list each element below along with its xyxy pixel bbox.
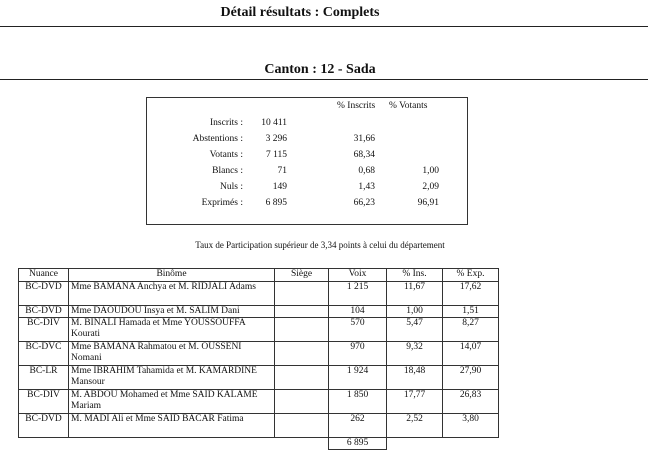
table-row <box>19 366 499 390</box>
nuance-cell: BC-DVC <box>19 342 69 366</box>
pct-exp-cell: 17,62 <box>443 282 499 306</box>
voix-cell: 1 850 <box>329 390 387 414</box>
pct-exp-cell: 14,07 <box>443 342 499 366</box>
voix-cell: 104 <box>329 306 387 318</box>
divider <box>0 26 648 27</box>
empty-cell <box>387 438 443 450</box>
binome-cell: M. MADI Ali et Mme SAÏD BACAR Fatima <box>69 414 275 438</box>
siege-cell <box>275 366 329 390</box>
siege-cell <box>275 282 329 306</box>
stats-header-pct-votants: % Votants <box>389 101 428 111</box>
siege-cell <box>275 414 329 438</box>
pct-ins-cell: 9,32 <box>387 342 443 366</box>
stats-pct-inscrits: 31,66 <box>353 134 375 144</box>
stats-pct-inscrits: 66,23 <box>353 198 375 208</box>
nuance-cell: BC-DVD <box>19 282 69 306</box>
stats-label: Nuls : <box>220 182 243 192</box>
nuance-cell: BC-DVD <box>19 306 69 318</box>
pct-ins-cell: 17,77 <box>387 390 443 414</box>
empty-cell <box>275 438 329 450</box>
pct-exp-cell: 8,27 <box>443 318 499 342</box>
binome-cell: M. ABDOU Mohamed et Mme SAID KALAME Mariam <box>69 390 275 414</box>
table-row <box>19 306 499 318</box>
voix-cell: 1 215 <box>329 282 387 306</box>
pct-ins-cell: 2,52 <box>387 414 443 438</box>
stats-label: Abstentions : <box>192 134 243 144</box>
pct-ins-cell: 1,00 <box>387 306 443 318</box>
voix-cell: 262 <box>329 414 387 438</box>
stats-header-pct-inscrits: % Inscrits <box>337 101 376 111</box>
table-row <box>19 390 499 414</box>
stats-label: Blancs : <box>212 166 243 176</box>
stats-label: Votants : <box>209 150 243 160</box>
empty-cell <box>69 438 275 450</box>
header-pct-ins: % Ins. <box>387 269 443 282</box>
header-siege: Siège <box>275 269 329 282</box>
nuance-cell: BC-DIV <box>19 318 69 342</box>
binome-cell: Mme DAOUDOU Insya et M. SALIM Dani <box>69 306 275 318</box>
nuance-cell: BC-DVD <box>19 414 69 438</box>
canton-title: Canton : 12 - Sada <box>264 62 376 77</box>
voix-cell: 570 <box>329 318 387 342</box>
nuance-cell: BC-DIV <box>19 390 69 414</box>
stats-value: 71 <box>277 166 287 176</box>
stats-value: 10 411 <box>261 118 287 128</box>
pct-exp-cell: 26,83 <box>443 390 499 414</box>
stats-label: Inscrits : <box>210 118 243 128</box>
stats-pct-inscrits: 68,34 <box>353 150 375 160</box>
stats-value: 149 <box>272 182 287 192</box>
results-table <box>18 268 499 450</box>
header-pct-exp: % Exp. <box>443 269 499 282</box>
stats-label: Exprimés : <box>201 198 243 208</box>
header-binome: Binôme <box>69 269 275 282</box>
siege-cell <box>275 390 329 414</box>
binome-cell: Mme BAMANA Rahmatou et M. OUSSENI Nomani <box>69 342 275 366</box>
stats-pct-votants: 2,09 <box>422 182 439 192</box>
header-nuance: Nuance <box>19 269 69 282</box>
results-header-row <box>19 269 499 282</box>
binome-cell: M. BINALI Hamada et Mme YOUSSOUFFA Kourati <box>69 318 275 342</box>
stats-pct-votants: 1,00 <box>422 166 439 176</box>
table-row <box>19 414 499 438</box>
header-voix: Voix <box>329 269 387 282</box>
nuance-cell: BC-LR <box>19 366 69 390</box>
stats-value: 7 115 <box>265 150 287 160</box>
empty-cell <box>19 438 69 450</box>
stats-pct-inscrits: 1,43 <box>358 182 375 192</box>
pct-ins-cell: 5,47 <box>387 318 443 342</box>
pct-ins-cell: 18,48 <box>387 366 443 390</box>
siege-cell <box>275 318 329 342</box>
voix-cell: 970 <box>329 342 387 366</box>
pct-ins-cell: 11,67 <box>387 282 443 306</box>
pct-exp-cell: 3,80 <box>443 414 499 438</box>
divider <box>0 79 648 80</box>
siege-cell <box>275 342 329 366</box>
stats-pct-votants: 96,91 <box>417 198 439 208</box>
total-voix: 6 895 <box>329 438 387 450</box>
binome-cell: Mme BAMANA Anchya et M. RIDJALI Adams <box>69 282 275 306</box>
pct-exp-cell: 1,51 <box>443 306 499 318</box>
pct-exp-cell: 27,90 <box>443 366 499 390</box>
stats-value: 3 296 <box>265 134 287 144</box>
voix-cell: 1 924 <box>329 366 387 390</box>
table-row <box>19 318 499 342</box>
participation-note: Taux de Participation supérieur de 3,34 points à celui du département <box>195 240 445 250</box>
table-row <box>19 342 499 366</box>
total-row <box>19 438 499 450</box>
empty-cell <box>443 438 499 450</box>
binome-cell: Mme IBRAHIM Tahamida et M. KAMARDINE Mansour <box>69 366 275 390</box>
stats-value: 6 895 <box>265 198 287 208</box>
page-title: Détail résultats : Complets <box>220 5 380 20</box>
table-row <box>19 282 499 306</box>
stats-box <box>146 97 468 225</box>
siege-cell <box>275 306 329 318</box>
stats-pct-inscrits: 0,68 <box>358 166 375 176</box>
results-body <box>19 282 499 450</box>
